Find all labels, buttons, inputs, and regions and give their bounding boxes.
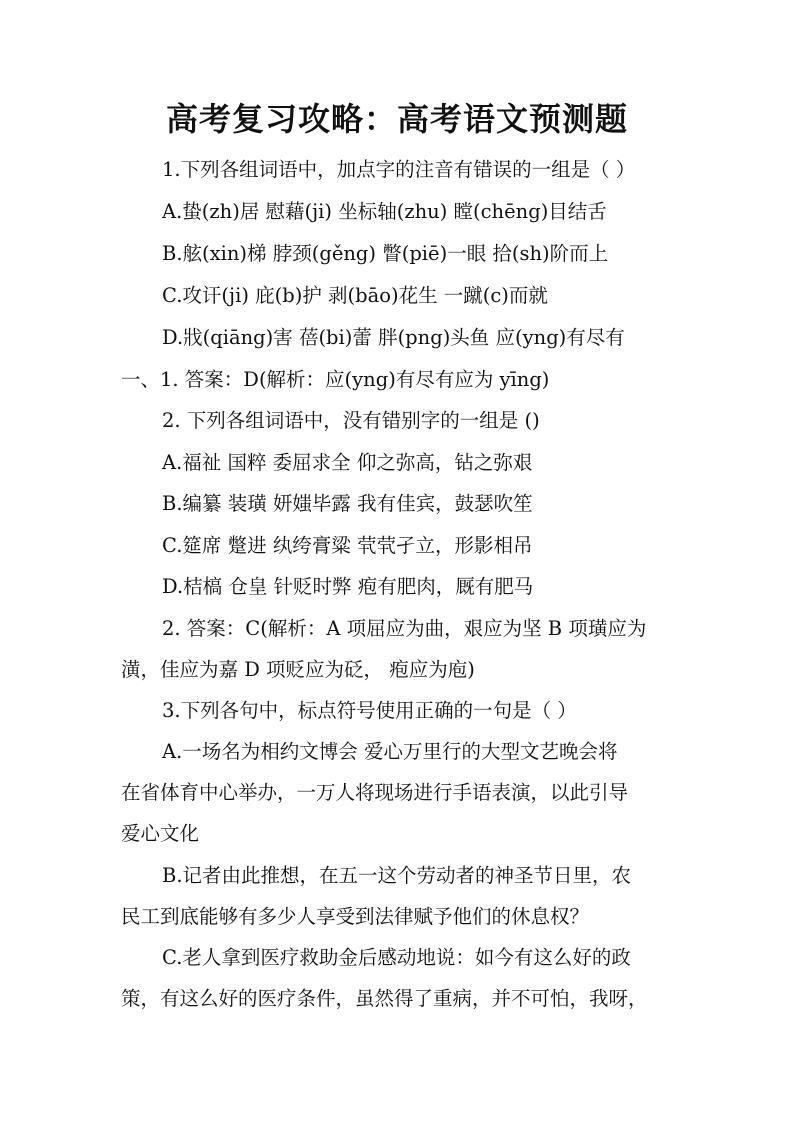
question-1-stem: 1.下列各组词语中，加点字的注音有错误的一组是（ ） (162, 158, 636, 181)
question-3-option-c: C.老人拿到医疗救助金后感动地说：如今有这么好的政 (162, 946, 631, 969)
question-2-option-d: D.桔槁 仓皇 针贬时弊 疱有肥肉，厩有肥马 (162, 575, 534, 598)
question-3-stem: 3.下列各句中，标点符号使用正确的一句是（ ） (162, 699, 577, 722)
question-3-option-c-cont: 策，有这么好的医疗条件，虽然得了重病，并不可怕，我呀， (121, 987, 648, 1010)
question-1-option-a: A.蛰(zh)居 慰藉(ji) 坐标轴(zhu) 瞠(chēng)目结舌 (162, 200, 607, 223)
question-1-option-c: C.攻讦(ji) 庇(b)护 剥(bāo)花生 一蹴(c)而就 (162, 284, 548, 307)
question-1-answer: 一、1. 答案：D(解析：应(yng)有尽有应为 yīng) (121, 368, 550, 391)
question-3-option-a-cont2: 爱心文化 (121, 822, 200, 845)
question-3-option-b-cont: 民工到底能够有多少人享受到法律赋予他们的休息权？ (121, 905, 590, 928)
question-2-option-c: C.筵席 蹩进 纨绔膏粱 茕茕孑立，形影相吊 (162, 534, 533, 557)
question-1-option-b: B.舷(xin)梯 脖颈(gěng) 瞥(piē)一眼 拾(sh)阶而上 (162, 242, 609, 265)
question-2-option-b: B.编纂 装璜 妍媸毕露 我有佳宾，鼓瑟吹笙 (162, 492, 533, 515)
question-3-option-b: B.记者由此推想，在五一这个劳动者的神圣节日里，农 (162, 864, 632, 887)
question-1-option-d: D.戕(qiāng)害 蓓(bi)蕾 胖(png)头鱼 应(yng)有尽有 (162, 326, 625, 349)
question-3-option-a: A.一场名为相约文博会 爱心万里行的大型文艺晚会将 (162, 740, 618, 763)
question-2-stem: 2. 下列各组词语中，没有错别字的一组是 () (162, 409, 540, 432)
question-3-option-a-cont: 在省体育中心举办，一万人将现场进行手语表演，以此引导 (121, 781, 629, 804)
question-2-option-a: A.福祉 国粹 委屈求全 仰之弥高，钻之弥艰 (162, 451, 533, 474)
page-title: 高考复习攻略：高考语文预测题 (165, 100, 628, 138)
question-2-answer-cont: 潢，佳应为嘉 D 项贬应为砭， 疱应为庖) (121, 658, 475, 681)
question-2-answer: 2. 答案：C(解析：A 项屈应为曲，艰应为坚 B 项璜应为 (162, 617, 647, 640)
